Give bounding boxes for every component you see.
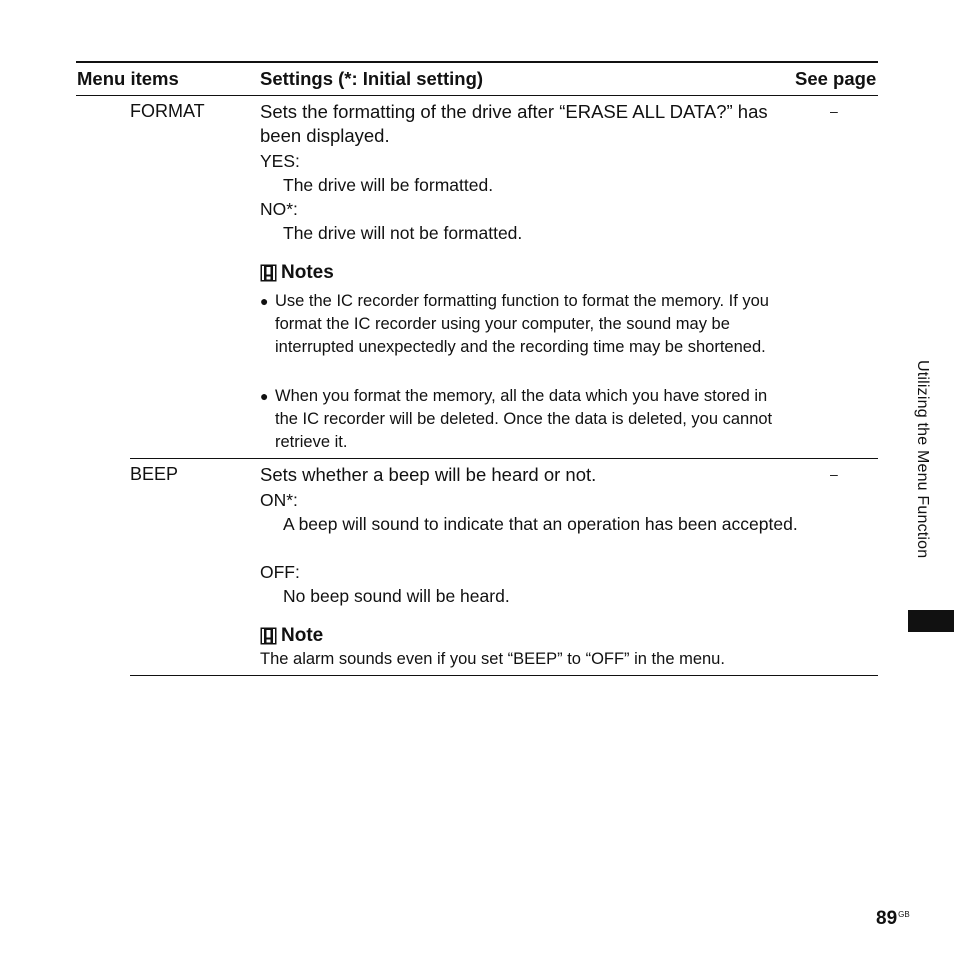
beep-see-page: – (830, 466, 838, 482)
section-tab-marker (908, 610, 954, 632)
section-side-label: Utilizing the Menu Function (914, 360, 931, 559)
beep-option-on-desc: A beep will sound to indicate that an operation has been accepted. (283, 514, 798, 534)
page-number-suffix: GB (898, 910, 910, 919)
format-notes-title: Notes (281, 262, 334, 283)
format-notes-heading (260, 262, 334, 284)
beep-option-off-desc: No beep sound will be heard. (283, 586, 510, 606)
beep-option-off-label: OFF: (260, 562, 300, 582)
format-option-no-label: NO*: (260, 199, 298, 219)
menu-item-beep: BEEP (130, 464, 179, 484)
table-bottom-rule (130, 675, 878, 676)
beep-description: Sets whether a beep will be heard or not. (260, 464, 597, 485)
format-note-1-text: Use the IC recorder formatting function to format the memory. If you format the IC recorder using your computer, the sound may be interrupted unexpectedly and the recording time may be shortened. (275, 292, 769, 356)
table-top-rule (76, 61, 878, 63)
page-number (876, 908, 910, 930)
beep-option-on-label: ON*: (260, 490, 298, 510)
beep-note-text: The alarm sounds even if you set “BEEP” to “OFF” in the menu. (260, 650, 725, 668)
format-description: Sets the formatting of the drive after “ERASE ALL DATA?” has been displayed. (260, 101, 768, 146)
header-settings: Settings (*: Initial setting) (260, 68, 484, 89)
format-note-2-text: When you format the memory, all the data which you have stored in the IC recorder will be deleted. Once the data is deleted, you cannot retrieve it. (275, 387, 773, 451)
note-icon (260, 264, 277, 282)
format-note-2 (260, 385, 790, 454)
format-option-yes-label: YES: (260, 151, 300, 171)
row-divider (130, 458, 878, 459)
format-option-yes-desc: The drive will be formatted. (283, 175, 494, 195)
menu-item-format: FORMAT (130, 101, 205, 121)
bullet-icon: ● (260, 293, 269, 309)
beep-note-title: Note (281, 625, 324, 646)
format-note-1 (260, 290, 790, 359)
page-number-value: 89 (876, 908, 898, 929)
header-bottom-rule (76, 95, 878, 96)
format-see-page: – (830, 103, 838, 119)
format-option-no-desc: The drive will not be formatted. (283, 223, 523, 243)
beep-note-heading (260, 625, 323, 647)
header-menu-items: Menu items (77, 68, 179, 89)
note-icon (260, 627, 277, 645)
bullet-icon: ● (260, 388, 269, 404)
header-see-page: See page (795, 68, 877, 89)
